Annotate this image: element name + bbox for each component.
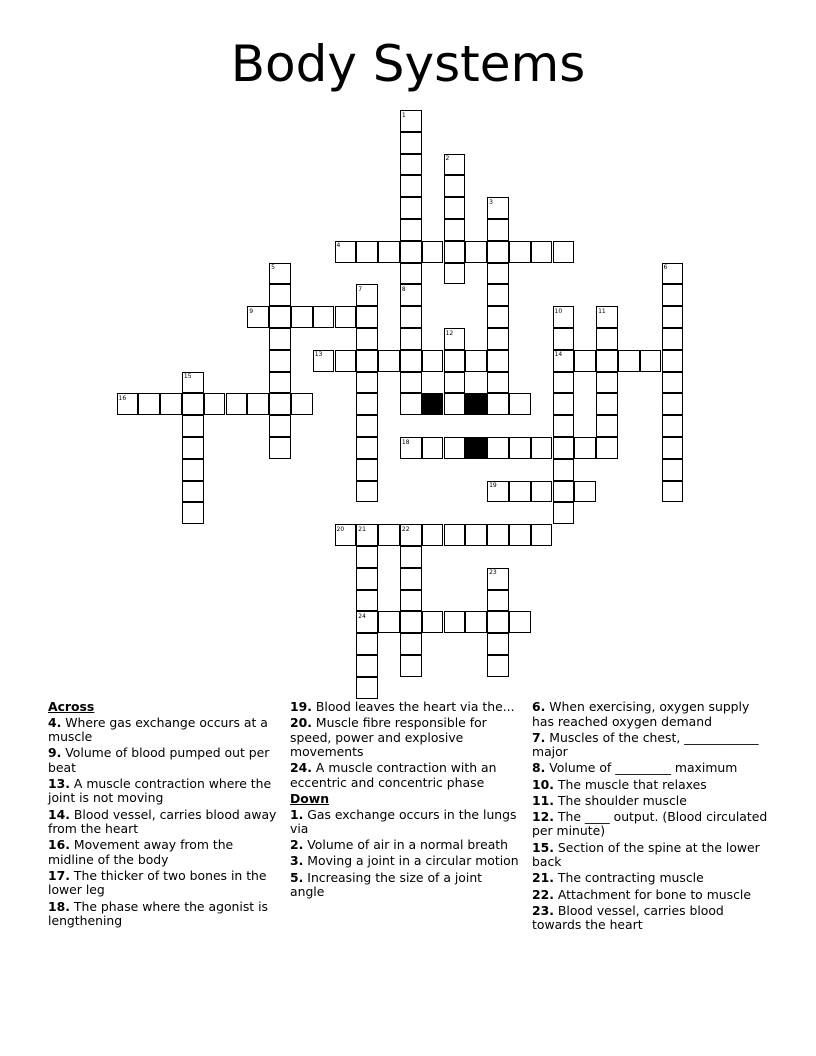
grid-cell[interactable]: [553, 481, 575, 503]
grid-number: 16: [118, 394, 127, 402]
grid-cell[interactable]: [662, 481, 684, 503]
grid-cell[interactable]: [662, 284, 684, 306]
grid-cell[interactable]: [356, 350, 378, 372]
grid-number: 11: [598, 307, 606, 315]
down-clue: [290, 808, 520, 837]
grid-cell[interactable]: [444, 175, 466, 197]
grid-cell[interactable]: [356, 459, 378, 481]
grid-cell[interactable]: [531, 524, 553, 546]
across-clue: [290, 761, 520, 790]
grid-cell[interactable]: [444, 524, 466, 546]
grid-cell[interactable]: [662, 393, 684, 415]
grid-cell[interactable]: [487, 350, 509, 372]
grid-cell[interactable]: [553, 437, 575, 459]
clue-text: Movement away from the midline of the body: [48, 837, 234, 867]
clue-text: Volume of _________ maximum: [549, 760, 738, 776]
grid-cell[interactable]: [662, 415, 684, 437]
grid-cell[interactable]: [226, 393, 248, 415]
grid-cell[interactable]: [444, 611, 466, 633]
clue-text: Volume of air in a normal breath: [307, 837, 509, 853]
grid-cell[interactable]: [509, 241, 531, 263]
grid-number: 2: [445, 155, 450, 163]
clue-number: 20.: [290, 715, 312, 731]
across-clue: [48, 838, 280, 867]
grid-cell[interactable]: [269, 437, 291, 459]
grid-cell[interactable]: [465, 611, 487, 633]
grid-cell[interactable]: [574, 481, 596, 503]
clue-text: Blood leaves the heart via the...: [315, 699, 515, 714]
grid-cell[interactable]: [422, 241, 444, 263]
grid-cell[interactable]: [596, 437, 618, 459]
grid-cell[interactable]: [400, 197, 422, 219]
grid-number: 21: [358, 525, 366, 533]
grid-cell[interactable]: [465, 241, 487, 263]
down-clue: [532, 761, 772, 776]
clue-number: 12.: [532, 808, 554, 824]
grid-cell[interactable]: [422, 611, 444, 633]
grid-cell[interactable]: [574, 437, 596, 459]
grid-cell[interactable]: [487, 328, 509, 350]
grid-cell[interactable]: [400, 655, 422, 677]
grid-cell[interactable]: [487, 611, 509, 633]
grid-cell[interactable]: [444, 372, 466, 394]
clue-number: 24.: [290, 760, 312, 776]
grid-cell[interactable]: [596, 415, 618, 437]
grid-cell[interactable]: [444, 437, 466, 459]
grid-cell[interactable]: [400, 393, 422, 415]
grid-cell[interactable]: [378, 241, 400, 263]
down-clue: [532, 841, 772, 870]
grid-number: 13: [314, 351, 323, 359]
down-clue: [532, 888, 772, 903]
grid-cell[interactable]: [553, 459, 575, 481]
grid-number: 19: [489, 482, 497, 490]
clue-number: 13.: [48, 775, 70, 791]
down-clue: [532, 778, 772, 793]
grid-cell[interactable]: [400, 263, 422, 285]
grid-cell[interactable]: [487, 633, 509, 655]
grid-number: 23: [489, 569, 497, 577]
clue-text: The contracting muscle: [557, 870, 704, 886]
grid-cell[interactable]: [553, 372, 575, 394]
grid-number: 3: [489, 198, 493, 206]
grid-cell[interactable]: [531, 241, 553, 263]
grid-cell[interactable]: [487, 241, 509, 263]
grid-cell[interactable]: [204, 393, 226, 415]
clue-text: Volume of blood pumped out per beat: [48, 745, 270, 775]
across-clue: [48, 869, 280, 898]
clue-text: The shoulder muscle: [557, 792, 687, 808]
grid-cell[interactable]: [356, 328, 378, 350]
clue-text: Attachment for bone to muscle: [557, 886, 751, 902]
grid-cell[interactable]: [356, 437, 378, 459]
grid-cell[interactable]: [422, 350, 444, 372]
grid-cell[interactable]: [444, 393, 466, 415]
grid-number: 15: [183, 373, 192, 381]
grid-cell[interactable]: [618, 350, 640, 372]
grid-cell[interactable]: [662, 459, 684, 481]
grid-cell[interactable]: [422, 437, 444, 459]
grid-cell[interactable]: [509, 611, 531, 633]
clue-number: 3.: [290, 853, 304, 869]
clue-number: 10.: [532, 776, 554, 792]
grid-cell[interactable]: [553, 241, 575, 263]
across-clue: [48, 808, 280, 837]
grid-cell[interactable]: [487, 219, 509, 241]
grid-cell[interactable]: [640, 350, 662, 372]
grid-cell[interactable]: [596, 350, 618, 372]
grid-cell[interactable]: [553, 393, 575, 415]
grid-cell[interactable]: [291, 306, 313, 328]
grid-number: 12: [445, 329, 454, 337]
clue-text: The muscle that relaxes: [557, 776, 707, 792]
grid-cell[interactable]: [291, 393, 313, 415]
across-clue: [290, 716, 520, 760]
grid-cell[interactable]: [553, 502, 575, 524]
clue-text: A muscle contraction with an eccentric and concentric phase: [290, 760, 497, 790]
grid-cell[interactable]: [444, 197, 466, 219]
grid-cell[interactable]: [378, 350, 400, 372]
clue-text: Section of the spine at the lower back: [532, 839, 760, 870]
grid-cell[interactable]: [182, 437, 204, 459]
grid-cell[interactable]: [269, 372, 291, 394]
grid-cell[interactable]: [596, 328, 618, 350]
grid-cell[interactable]: [444, 241, 466, 263]
grid-cell[interactable]: [400, 154, 422, 176]
clue-number: 19.: [290, 699, 312, 714]
grid-cell[interactable]: [356, 372, 378, 394]
grid-cell[interactable]: [356, 393, 378, 415]
grid-cell[interactable]: [400, 611, 422, 633]
clue-text: The ____ output. (Blood circulated per minute): [532, 808, 768, 839]
down-clue: [532, 731, 772, 760]
grid-number: 9: [249, 307, 254, 315]
clue-text: Moving a joint in a circular motion: [307, 853, 519, 869]
grid-cell[interactable]: [400, 241, 422, 263]
clues-column-1: [48, 700, 280, 930]
clue-number: 22.: [532, 886, 554, 902]
across-clue: [290, 700, 520, 715]
clue-number: 7.: [532, 729, 546, 745]
grid-block: [465, 393, 487, 415]
grid-cell[interactable]: [487, 306, 509, 328]
grid-cell[interactable]: [400, 350, 422, 372]
grid-cell[interactable]: [400, 328, 422, 350]
grid-cell[interactable]: [662, 437, 684, 459]
grid-cell[interactable]: [487, 655, 509, 677]
grid-number: 5: [271, 264, 275, 272]
grid-cell[interactable]: [509, 393, 531, 415]
grid-number: 7: [358, 285, 363, 293]
clue-number: 16.: [48, 837, 70, 853]
grid-cell[interactable]: [487, 393, 509, 415]
clue-text: A muscle contraction where the joint is not moving: [48, 775, 272, 806]
grid-cell[interactable]: [487, 372, 509, 394]
grid-cell[interactable]: [509, 437, 531, 459]
grid-cell[interactable]: [400, 132, 422, 154]
grid-cell[interactable]: [553, 328, 575, 350]
grid-cell[interactable]: [356, 546, 378, 568]
clue-text: The thicker of two bones in the lower leg: [48, 867, 267, 898]
clue-number: 11.: [532, 792, 554, 808]
grid-cell[interactable]: [378, 611, 400, 633]
grid-cell[interactable]: [356, 568, 378, 590]
grid-cell[interactable]: [356, 241, 378, 263]
down-clue: [290, 838, 520, 853]
clues-column-3: [532, 700, 772, 934]
grid-cell[interactable]: [662, 372, 684, 394]
clue-number: 6.: [532, 699, 546, 714]
clue-number: 18.: [48, 898, 70, 914]
grid-cell[interactable]: [269, 284, 291, 306]
grid-cell[interactable]: [356, 677, 378, 699]
grid-number: 20: [336, 525, 345, 533]
grid-cell[interactable]: [269, 350, 291, 372]
across-clue: [48, 746, 280, 775]
clue-text: Muscles of the chest, ____________ major: [532, 729, 759, 760]
across-clue: [48, 716, 280, 745]
grid-cell[interactable]: [487, 437, 509, 459]
grid-cell[interactable]: [662, 328, 684, 350]
grid-cell[interactable]: [182, 459, 204, 481]
grid-number: 1: [401, 111, 406, 119]
grid-cell[interactable]: [400, 633, 422, 655]
clues-column-2: [290, 700, 520, 901]
grid-cell[interactable]: [422, 524, 444, 546]
down-clue: [290, 854, 520, 869]
clue-text: Blood vessel, carries blood towards the heart: [532, 902, 724, 933]
grid-cell[interactable]: [400, 546, 422, 568]
clue-number: 2.: [290, 837, 304, 853]
grid-cell[interactable]: [487, 524, 509, 546]
across-clue: [48, 900, 280, 929]
grid-cell[interactable]: [335, 350, 357, 372]
grid-cell[interactable]: [400, 590, 422, 612]
grid-cell[interactable]: [509, 524, 531, 546]
grid-cell[interactable]: [400, 175, 422, 197]
grid-cell[interactable]: [662, 306, 684, 328]
clue-number: 1.: [290, 806, 304, 822]
clue-number: 14.: [48, 806, 70, 822]
grid-cell[interactable]: [269, 306, 291, 328]
down-clue: [532, 904, 772, 933]
clue-number: 15.: [532, 839, 554, 855]
grid-number: 6: [663, 264, 668, 272]
grid-block: [465, 437, 487, 459]
clue-number: 17.: [48, 867, 70, 883]
grid-cell[interactable]: [596, 393, 618, 415]
grid-cell[interactable]: [465, 524, 487, 546]
grid-cell[interactable]: [247, 393, 269, 415]
across-clue: [48, 777, 280, 806]
grid-number: 24: [358, 612, 366, 620]
grid-cell[interactable]: [487, 263, 509, 285]
grid-cell[interactable]: [356, 306, 378, 328]
grid-cell[interactable]: [378, 524, 400, 546]
grid-cell[interactable]: [465, 350, 487, 372]
grid-cell[interactable]: [553, 415, 575, 437]
grid-cell[interactable]: [182, 415, 204, 437]
down-heading: Down: [290, 791, 330, 807]
clue-number: 5.: [290, 869, 304, 885]
grid-cell[interactable]: [487, 284, 509, 306]
grid-cell[interactable]: [400, 372, 422, 394]
clue-text: Where gas exchange occurs at a muscle: [48, 714, 268, 744]
clue-number: 21.: [532, 870, 554, 886]
grid-cell[interactable]: [269, 393, 291, 415]
down-clue: [532, 700, 772, 729]
grid-number: 14: [554, 351, 563, 359]
grid-number: 4: [336, 242, 341, 250]
grid-number: 18: [401, 438, 410, 446]
clue-text: When exercising, oxygen supply has reached oxygen demand: [532, 699, 750, 729]
grid-cell[interactable]: [662, 350, 684, 372]
grid-cell[interactable]: [531, 481, 553, 503]
grid-cell[interactable]: [269, 415, 291, 437]
grid-cell[interactable]: [356, 633, 378, 655]
clue-text: Increasing the size of a joint angle: [290, 869, 483, 900]
grid-cell[interactable]: [531, 437, 553, 459]
clue-text: Gas exchange occurs in the lungs via: [290, 806, 517, 837]
clue-text: The phase where the agonist is lengthening: [48, 898, 268, 929]
grid-cell[interactable]: [313, 306, 335, 328]
grid-cell[interactable]: [160, 393, 182, 415]
clue-number: 4.: [48, 714, 62, 730]
down-clue: [532, 810, 772, 839]
grid-cell[interactable]: [356, 655, 378, 677]
grid-cell[interactable]: [574, 350, 596, 372]
down-clue: [532, 871, 772, 886]
clue-number: 8.: [532, 760, 546, 776]
grid-cell[interactable]: [182, 502, 204, 524]
grid-cell[interactable]: [444, 263, 466, 285]
grid-cell[interactable]: [400, 568, 422, 590]
page-title: Body Systems: [230, 35, 586, 93]
grid-cell[interactable]: [596, 372, 618, 394]
clue-text: Muscle fibre responsible for speed, power and explosive movements: [290, 715, 487, 760]
grid-cell[interactable]: [182, 393, 204, 415]
grid-cell[interactable]: [400, 219, 422, 241]
clue-number: 23.: [532, 902, 554, 918]
clue-text: Blood vessel, carries blood away from the heart: [48, 806, 277, 837]
down-clue: [532, 794, 772, 809]
grid-number: 22: [401, 525, 410, 533]
grid-cell[interactable]: [444, 350, 466, 372]
across-heading: Across: [48, 699, 95, 714]
grid-number: 10: [554, 307, 563, 315]
grid-cell[interactable]: [269, 328, 291, 350]
grid-cell[interactable]: [400, 306, 422, 328]
grid-cell[interactable]: [356, 590, 378, 612]
grid-cell[interactable]: [335, 306, 357, 328]
grid-number: 17: [423, 394, 432, 402]
clue-number: 9.: [48, 745, 62, 761]
grid-cell[interactable]: [487, 590, 509, 612]
grid-cell[interactable]: [182, 481, 204, 503]
grid-cell[interactable]: [444, 219, 466, 241]
grid-cell[interactable]: [356, 415, 378, 437]
grid-cell[interactable]: [356, 481, 378, 503]
down-clue: [290, 871, 520, 900]
grid-cell[interactable]: [138, 393, 160, 415]
grid-number: 8: [401, 285, 406, 293]
grid-cell[interactable]: [509, 481, 531, 503]
